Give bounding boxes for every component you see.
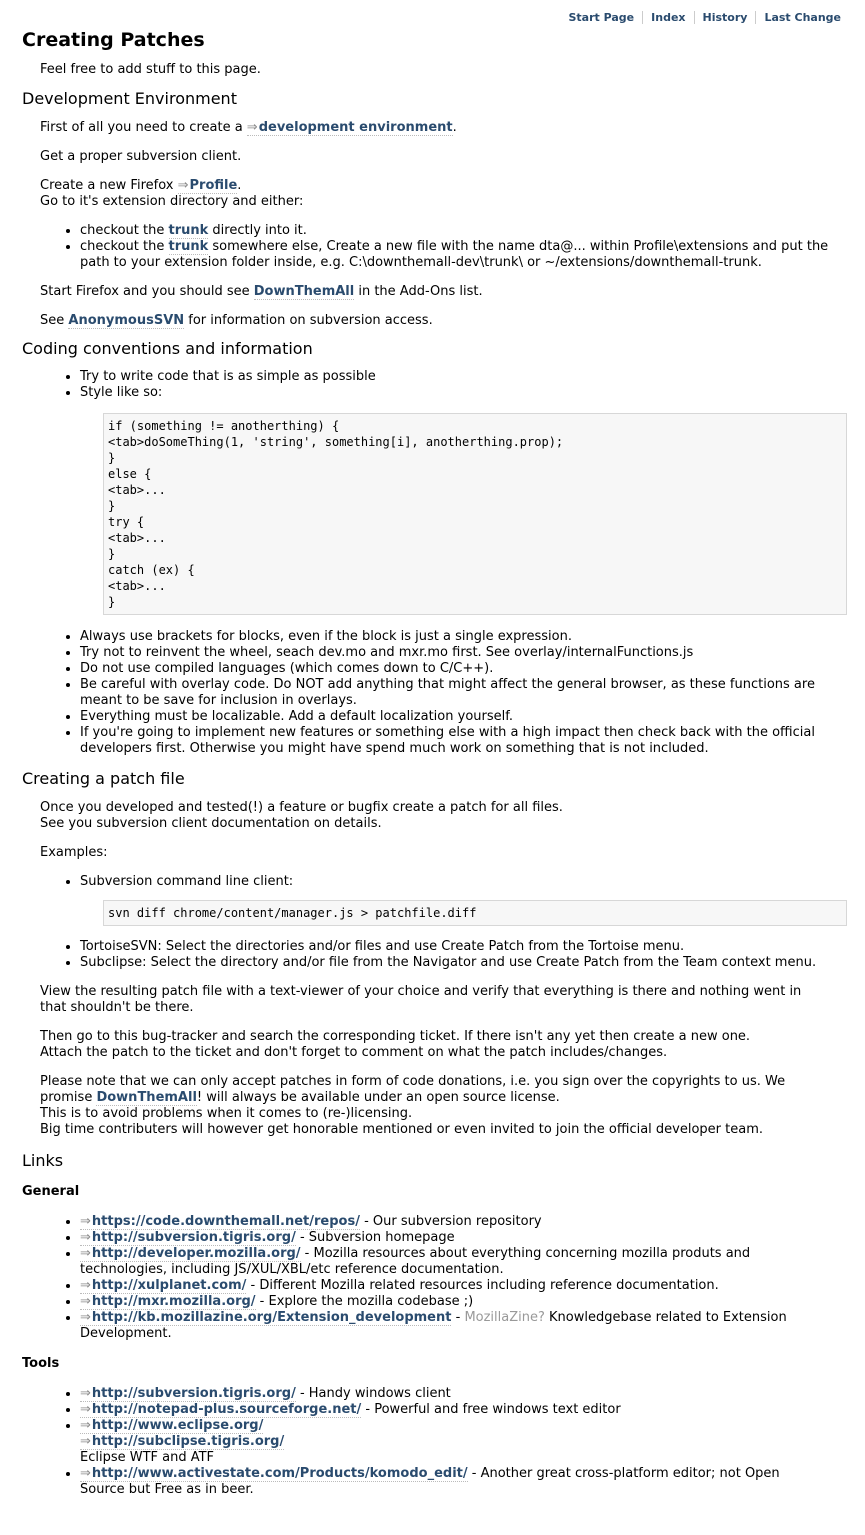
dev-env-para-4: Start Firefox and you should see DownThemAll in the Add-Ons list. — [40, 284, 483, 299]
heading-coding-conventions: Coding conventions and information — [22, 339, 313, 358]
patch-list — [22, 874, 847, 890]
external-link-icon: ⇒ — [80, 1230, 91, 1245]
nav-start-page[interactable]: Start Page — [568, 11, 635, 24]
list-item: • TortoiseSVN: Select the directories and/or files and use Create Patch from the Tortoise menu. — [80, 939, 847, 955]
downthemall-link[interactable]: DownThemAll — [96, 1090, 197, 1105]
heading-general: General — [22, 1184, 80, 1199]
list-item: • Subclipse: Select the directory and/or file from the Navigator and use Create Patch from the Team context menu. — [80, 955, 847, 971]
patch-para-2: View the resulting patch file with a text-viewer of your choice and verify that everything is there and nothing went in that shouldn't be there. — [40, 984, 802, 1015]
list-item: • ⇒http://xulplanet.com/ - Different Mozilla related resources including reference documentation. — [80, 1278, 847, 1294]
trunk-link[interactable]: trunk — [168, 239, 209, 254]
coding-list-2 — [22, 629, 847, 757]
coding-list — [22, 369, 847, 401]
list-item: • checkout the trunk directly into it. — [80, 223, 847, 239]
patch-para-1: Once you developed and tested(!) a feature or bugfix create a patch for all files. See you subversion client documentation on details. — [40, 800, 563, 831]
code-block-style: if (something != anotherthing) { <tab>doSomeThing(1, 'string', something[i], anotherthing.prop); } else { <tab>... } try { <tab>... } catch (ex) { <tab>... } — [103, 413, 847, 615]
profile-link[interactable]: ⇒Profile — [177, 178, 238, 193]
nav-last-change[interactable]: Last Change — [755, 11, 849, 24]
list-item: • If you're going to implement new features or something else with a high impact then check back with the official developers first. Otherwise you might have spend much work on something that is not included. — [80, 725, 847, 757]
list-item: • ⇒http://www.activestate.com/Products/komodo_edit/ - Another great cross-platform editor; not Open Source but Free as in beer. — [80, 1466, 847, 1498]
external-link[interactable]: ⇒https://code.downthemall.net/repos/ — [80, 1214, 360, 1229]
list-item: • ⇒http://notepad-plus.sourceforge.net/ - Powerful and free windows text editor — [80, 1402, 847, 1418]
patch-para-3: Then go to this bug-tracker and search the corresponding ticket. If there isn't any yet then create a new one. Attach the patch to the ticket and don't forget to comment on what the patch includes/changes. — [40, 1029, 751, 1060]
patch-para-4: Please note that we can only accept patches in form of code donations, i.e. you sign over the copyrights to us. We promise DownThemAll! will always be available under an open source license. This is to avoid problems when it comes to (re-)licensing. Big time contributers will however get honorable mentioned or even invited to join the official developer team. — [40, 1074, 786, 1137]
external-link[interactable]: ⇒http://subversion.tigris.org/ — [80, 1386, 296, 1401]
dev-env-para-2: Get a proper subversion client. — [40, 149, 242, 164]
external-link-icon: ⇒ — [80, 1294, 91, 1309]
list-item: • ⇒http://subversion.tigris.org/ - Handy windows client — [80, 1386, 847, 1402]
external-link[interactable]: ⇒http://www.eclipse.org/ — [80, 1418, 264, 1433]
external-link[interactable]: ⇒http://subclipse.tigris.org/ — [80, 1434, 285, 1449]
list-item: • ⇒https://code.downthemall.net/repos/ - Our subversion repository — [80, 1214, 847, 1230]
list-item: • Always use brackets for blocks, even if the block is just a single expression. — [80, 629, 847, 645]
anonymoussvn-link[interactable]: AnonymousSVN — [68, 313, 185, 328]
external-link-icon: ⇒ — [80, 1434, 91, 1449]
external-link-icon: ⇒ — [80, 1310, 91, 1325]
patch-list-2 — [22, 939, 847, 971]
external-link-icon: ⇒ — [177, 178, 189, 193]
heading-creating-patch-file: Creating a patch file — [22, 769, 185, 788]
list-item: • Style like so: — [80, 385, 847, 401]
external-link[interactable]: ⇒http://www.activestate.com/Products/komodo_edit/ — [80, 1466, 468, 1481]
dev-env-para-5: See AnonymousSVN for information on subversion access. — [40, 313, 433, 328]
nav-history[interactable]: History — [694, 11, 756, 24]
external-link-icon: ⇒ — [80, 1214, 91, 1229]
list-item: • Be careful with overlay code. Do NOT add anything that might affect the general browser, as these functions are meant to be save for inclusion in overlays. — [80, 677, 847, 709]
external-link-icon: ⇒ — [246, 120, 258, 135]
list-item: • Do not use compiled languages (which comes down to C/C++). — [80, 661, 847, 677]
external-link[interactable]: ⇒http://mxr.mozilla.org/ — [80, 1294, 256, 1309]
heading-tools: Tools — [22, 1356, 60, 1371]
external-link[interactable]: ⇒http://developer.mozilla.org/ — [80, 1246, 301, 1261]
code-block-svn-diff: svn diff chrome/content/manager.js > patchfile.diff — [103, 900, 847, 926]
external-link-icon: ⇒ — [80, 1278, 91, 1293]
external-link-icon: ⇒ — [80, 1402, 91, 1417]
list-item: • Try not to reinvent the wheel, seach dev.mo and mxr.mo first. See overlay/internalFunctions.js — [80, 645, 847, 661]
list-item: • Try to write code that is as simple as possible — [80, 369, 847, 385]
list-item: • ⇒http://www.eclipse.org/ ⇒http://subclipse.tigris.org/ Eclipse WTF and ATF — [80, 1418, 847, 1466]
heading-development-environment: Development Environment — [22, 89, 237, 108]
missing-page-link[interactable]: MozillaZine? — [464, 1310, 545, 1325]
external-link-icon: ⇒ — [80, 1246, 91, 1261]
trunk-link[interactable]: trunk — [168, 223, 209, 238]
list-item: • ⇒http://mxr.mozilla.org/ - Explore the mozilla codebase ;) — [80, 1294, 847, 1310]
top-navigation — [561, 10, 850, 26]
list-item: • Everything must be localizable. Add a default localization yourself. — [80, 709, 847, 725]
external-link[interactable]: ⇒http://subversion.tigris.org/ — [80, 1230, 296, 1245]
external-link-icon: ⇒ — [80, 1418, 91, 1433]
heading-links: Links — [22, 1151, 64, 1170]
external-link[interactable]: ⇒http://notepad-plus.sourceforge.net/ — [80, 1402, 362, 1417]
page-title: Creating Patches — [22, 29, 205, 51]
external-link-icon: ⇒ — [80, 1466, 91, 1481]
tools-links-list — [22, 1386, 847, 1498]
dev-env-para-1: First of all you need to create a ⇒development environment. — [40, 120, 457, 135]
dev-env-para-3: Create a new Firefox ⇒Profile. Go to it's extension directory and either: — [40, 178, 304, 209]
intro-text: Feel free to add stuff to this page. — [40, 62, 261, 77]
external-link[interactable]: ⇒http://kb.mozillazine.org/Extension_development — [80, 1310, 452, 1325]
external-link-icon: ⇒ — [80, 1386, 91, 1401]
list-item: • ⇒http://subversion.tigris.org/ - Subversion homepage — [80, 1230, 847, 1246]
checkout-list — [22, 223, 847, 271]
list-item: • ⇒http://developer.mozilla.org/ - Mozilla resources about everything concerning mozilla produts and technologies, including JS/XUL/XBL/etc reference documentation. — [80, 1246, 847, 1278]
list-item: • checkout the trunk somewhere else, Create a new file with the name dta@... within Profile\extensions and put the path to your extension folder inside, e.g. C:\downthemall-dev\trunk\ or ~/extensions/downthemall-trunk. — [80, 239, 847, 271]
list-item: • Subversion command line client: — [80, 874, 847, 890]
patch-examples-label: Examples: — [40, 845, 108, 860]
downthemall-link[interactable]: DownThemAll — [253, 284, 355, 299]
external-link[interactable]: ⇒http://xulplanet.com/ — [80, 1278, 247, 1293]
nav-index[interactable]: Index — [642, 11, 693, 24]
list-item: • ⇒http://kb.mozillazine.org/Extension_development - MozillaZine? Knowledgebase related to Extension Development. — [80, 1310, 847, 1342]
general-links-list — [22, 1214, 847, 1342]
development-environment-link[interactable]: ⇒development environment — [246, 120, 453, 135]
wiki-content — [22, 26, 847, 1498]
